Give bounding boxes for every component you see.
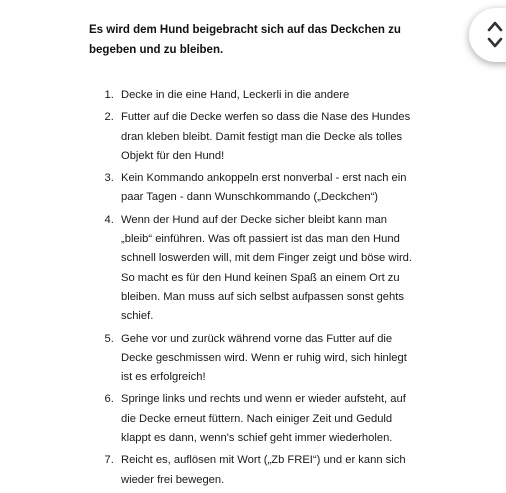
list-item: 6. Springe links und rechts und wenn er wieder aufsteht, auf die Decke erneut füttern. Nach einiger Zeit und Geduld klappt es dann, wenn's schief geht immer wiederholen. xyxy=(117,390,419,448)
chevron-down-icon[interactable] xyxy=(487,37,503,49)
list-item: 4. Wenn der Hund auf der Decke sicher bleibt kann man „bleib“ einführen. Was oft passiert ist das man den Hund schnell loswerden will, mit dem Finger zeigt und böse wird. So macht es für den Hund keinen Spaß an einem Ort zu bleiben. Man muss auf sich selbst aufpassen sonst gehts schief. xyxy=(117,211,419,327)
list-item: 2. Futter auf die Decke werfen so dass die Nase des Hundes dran kleben bleibt. Damit festigt man die Decke als tolles Objekt für den Hund! xyxy=(117,108,419,166)
list-item: 1. Decke in die eine Hand, Leckerli in die andere xyxy=(117,86,419,105)
article-content xyxy=(89,20,419,493)
scroll-control-button[interactable] xyxy=(469,8,506,62)
list-item: 5. Gehe vor und zurück während vorne das Futter auf die Decke geschmissen wird. Wenn er ruhig wird, sich hinlegt ist es erfolgreich! xyxy=(117,330,419,388)
list-item: 7. Reicht es, auflösen mit Wort („Zb FREI“) und er kann sich wieder frei bewegen. xyxy=(117,451,419,490)
list-item: 3. Kein Kommando ankoppeln erst nonverbal - erst nach ein paar Tagen - dann Wunschkommando („Deckchen“) xyxy=(117,169,419,208)
chevron-up-icon[interactable] xyxy=(487,20,503,32)
steps-list xyxy=(89,86,419,490)
article-intro: Es wird dem Hund beigebracht sich auf das Deckchen zu begeben und zu bleiben. xyxy=(89,24,401,56)
